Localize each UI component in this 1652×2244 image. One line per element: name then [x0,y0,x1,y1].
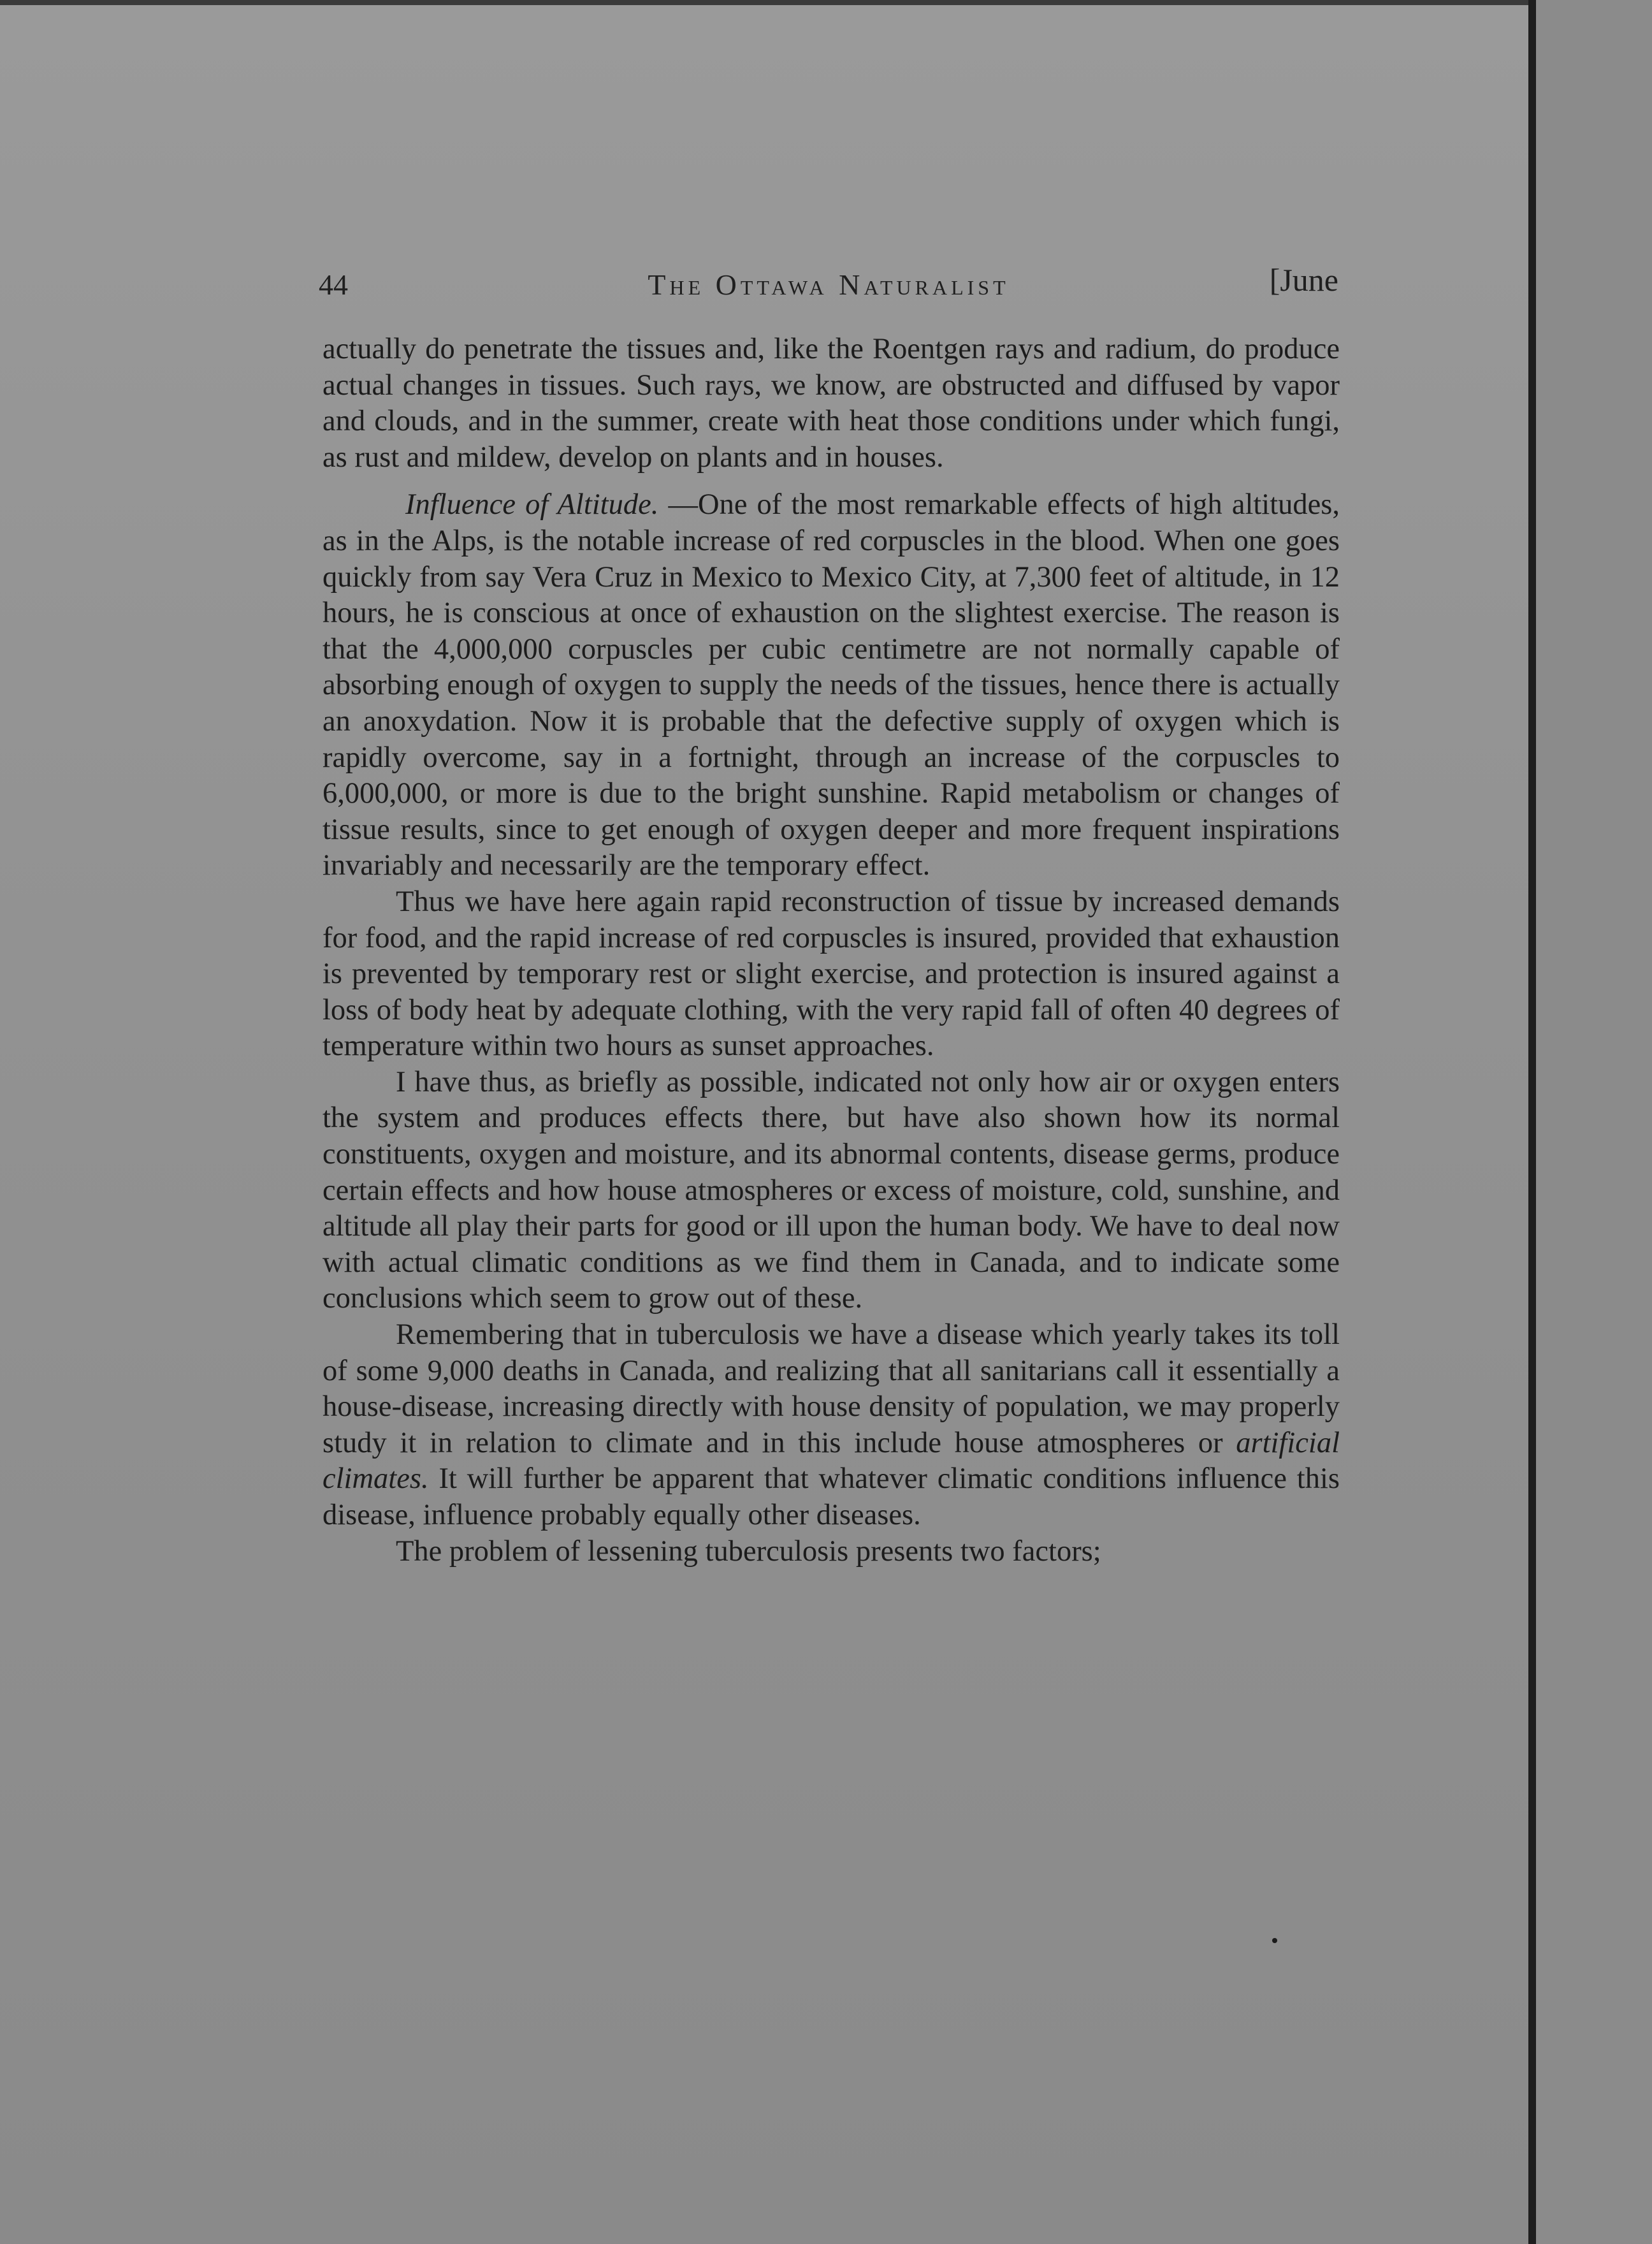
artificial-climates-emphasis: artificial climates. [322,1426,1340,1496]
print-speck [1272,1938,1277,1943]
page-edge-rule [1528,0,1536,2244]
article-body [322,332,1340,1570]
issue-month: [June [1269,262,1338,298]
paragraph-continuation: actually do penetrate the tissues and, like the Roentgen rays and radium, do produce actual changes in tissues. Such rays, we know, are obstructed and diffused by vapor and clouds, and in the summer, create with heat those conditions under which fungi, as rust and mildew, develop on plants and in houses. [322,333,1340,474]
paragraph-reconstruction: Thus we have here again rapid reconstruction of tissue by increased demands for food, and the rapid increase of red corpuscles is insured, provided that exhaustion is prevented by temporary rest or slight exercise, and protection is insured against a loss of body heat by adequate clothing, with the very rapid fall of often 40 degrees of temperature within two hours as sunset approaches. [322,885,1340,1063]
paragraph-tuberculosis [322,1317,1340,1534]
running-title: The Ottawa Naturalist [648,268,1010,301]
tuberculosis-text-a: Remembering that in tuberculosis we have a disease which yearly takes its toll of some 9,000 deaths in Canada, and realizing that all sanitarians call it essentially a house-disease, increasing directly with house density of population, we may properly study it in relation to climate and in this include house atmospheres or [322,1318,1340,1459]
paragraph-problem: The problem of lessening tuberculosis presents two factors; [396,1534,1101,1568]
paragraph-altitude [322,487,1340,884]
page-number: 44 [319,268,348,301]
heading-dash: — [658,488,698,521]
altitude-body: One of the most remarkable effects of high altitudes, as in the Alps, is the notable increase of red corpuscles in the blood. When one goes quickly from say Vera Cruz in Mexico to Mexico City, at 7,300 feet of altitude, in 12 hours, he is conscious at once of exhaustion on the slightest exercise. The reason is that the 4,000,000 corpuscles per cubic centimetre are not normally capable of absorbing enough of oxygen to supply the needs of the tissues, hence there is actually an anoxydation. Now it is probable that the defective supply of oxygen which is rapidly overcome, say in a fortnight, through an increase of the corpuscles to 6,000,000, or more is due to the bright sunshine. Rapid metabolism or changes of tissue results, since to get enough of oxygen deeper and more frequent inspirations invariably and necessarily are the temporary effect. [322,488,1340,882]
page-header [319,261,1338,300]
section-heading-altitude: Influence of Altitude. [405,488,659,521]
tuberculosis-text-b: It will further be apparent that whatever climatic conditions influence this disease, influence probably equally other diseases. [322,1462,1340,1531]
paragraph-summary: I have thus, as briefly as possible, indicated not only how air or oxygen enters the system and produces effects there, but have also shown how its normal constituents, oxygen and moisture, and its abnormal contents, disease germs, produce certain effects and how house atmospheres or excess of moisture, cold, sunshine, and altitude all play their parts for good or ill upon the human body. We have to deal now with actual climatic conditions as we find them in Canada, and to indicate some conclusions which seem to grow out of these. [322,1065,1340,1315]
right-margin [1536,0,1652,2244]
scan-top-edge [0,0,1652,5]
